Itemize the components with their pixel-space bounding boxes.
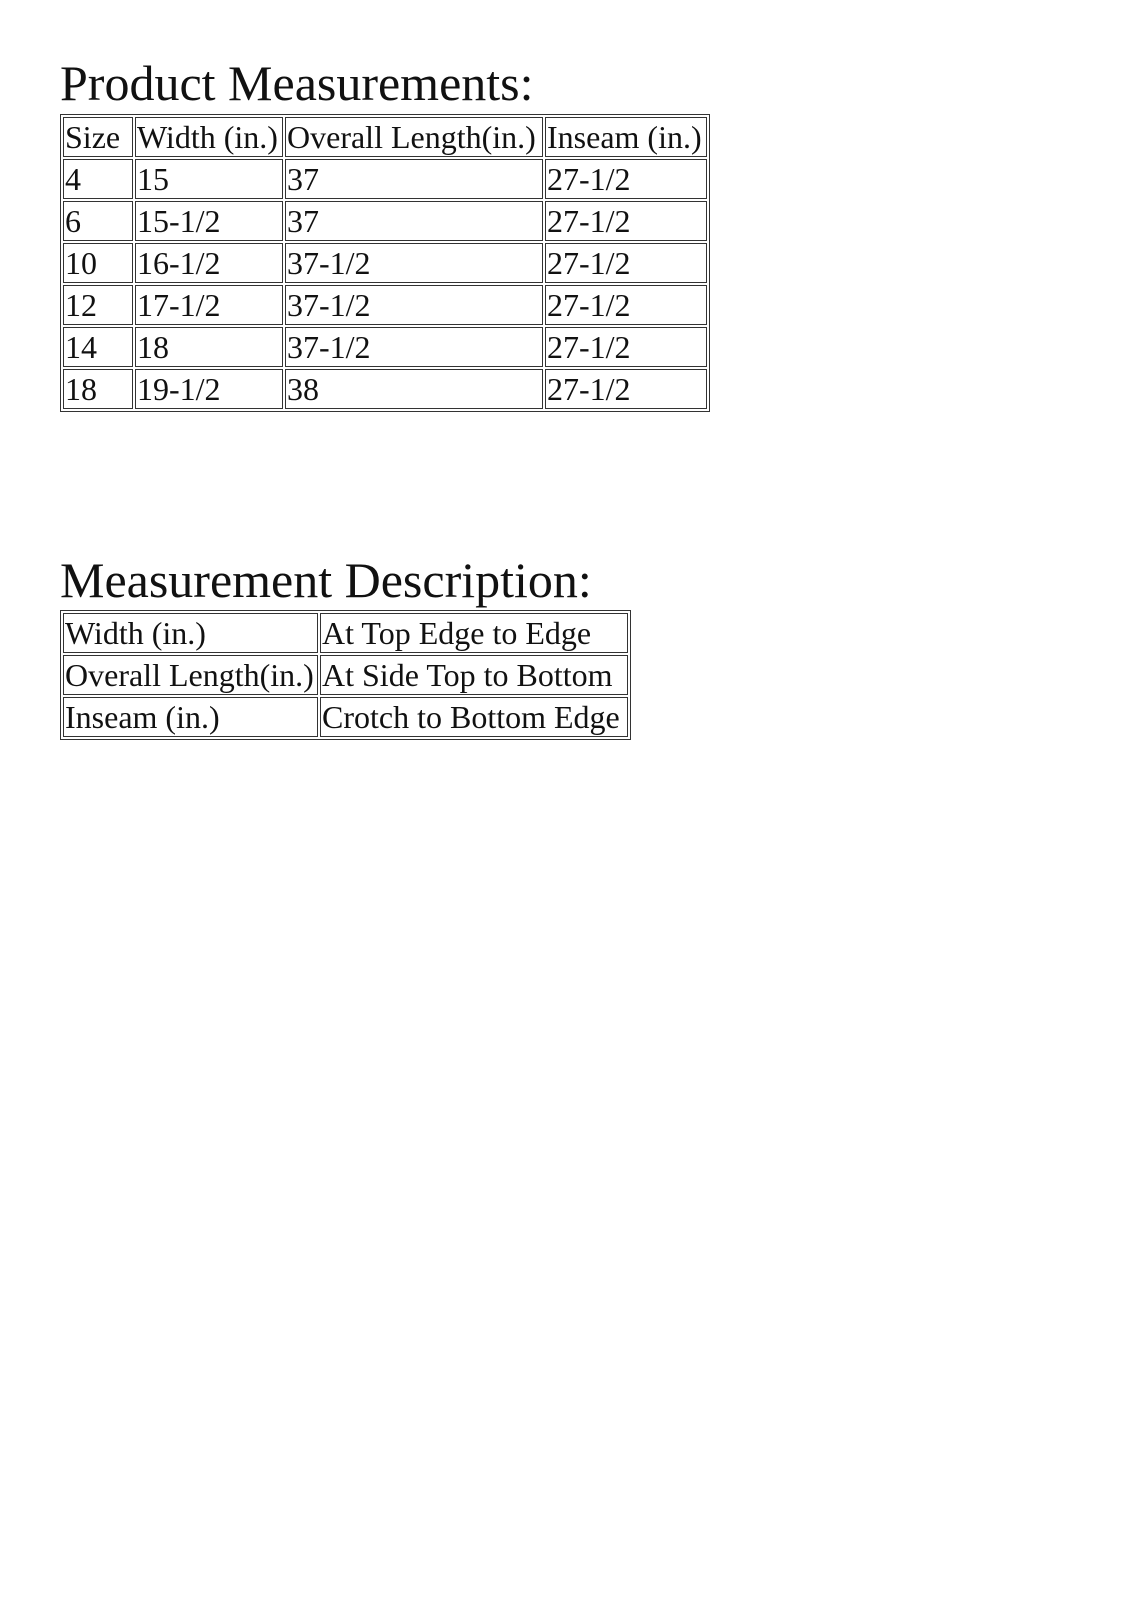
cell-overall-length: 37 (285, 201, 543, 241)
table-row (63, 369, 707, 409)
product-measurements-table (60, 114, 710, 412)
product-measurements-title: Product Measurements: (60, 55, 534, 111)
cell-inseam: 27-1/2 (545, 243, 707, 283)
cell-size: 18 (63, 369, 133, 409)
cell-overall-length: 37-1/2 (285, 243, 543, 283)
cell-size: 4 (63, 159, 133, 199)
table-header-row (63, 117, 707, 157)
cell-measurement-name: Width (in.) (63, 613, 318, 653)
cell-overall-length: 37 (285, 159, 543, 199)
table-row (63, 159, 707, 199)
measurement-description-title: Measurement Description: (60, 552, 592, 608)
table-row (63, 285, 707, 325)
cell-measurement-definition: At Top Edge to Edge (320, 613, 628, 653)
cell-measurement-definition: At Side Top to Bottom (320, 655, 628, 695)
cell-measurement-name: Inseam (in.) (63, 697, 318, 737)
cell-width: 15 (135, 159, 283, 199)
cell-width: 16-1/2 (135, 243, 283, 283)
table-row (63, 655, 628, 695)
header-size: Size (63, 117, 133, 157)
header-inseam: Inseam (in.) (545, 117, 707, 157)
cell-inseam: 27-1/2 (545, 327, 707, 367)
table-row (63, 613, 628, 653)
cell-inseam: 27-1/2 (545, 159, 707, 199)
header-overall-length: Overall Length(in.) (285, 117, 543, 157)
cell-inseam: 27-1/2 (545, 201, 707, 241)
table-row (63, 243, 707, 283)
header-width: Width (in.) (135, 117, 283, 157)
cell-inseam: 27-1/2 (545, 369, 707, 409)
cell-size: 10 (63, 243, 133, 283)
cell-size: 12 (63, 285, 133, 325)
table-row (63, 201, 707, 241)
measurement-description-table (60, 610, 631, 740)
cell-overall-length: 38 (285, 369, 543, 409)
cell-measurement-name: Overall Length(in.) (63, 655, 318, 695)
cell-measurement-definition: Crotch to Bottom Edge (320, 697, 628, 737)
cell-width: 18 (135, 327, 283, 367)
cell-overall-length: 37-1/2 (285, 327, 543, 367)
table-row (63, 697, 628, 737)
cell-width: 15-1/2 (135, 201, 283, 241)
cell-width: 19-1/2 (135, 369, 283, 409)
table-row (63, 327, 707, 367)
cell-size: 6 (63, 201, 133, 241)
cell-overall-length: 37-1/2 (285, 285, 543, 325)
cell-width: 17-1/2 (135, 285, 283, 325)
cell-inseam: 27-1/2 (545, 285, 707, 325)
cell-size: 14 (63, 327, 133, 367)
